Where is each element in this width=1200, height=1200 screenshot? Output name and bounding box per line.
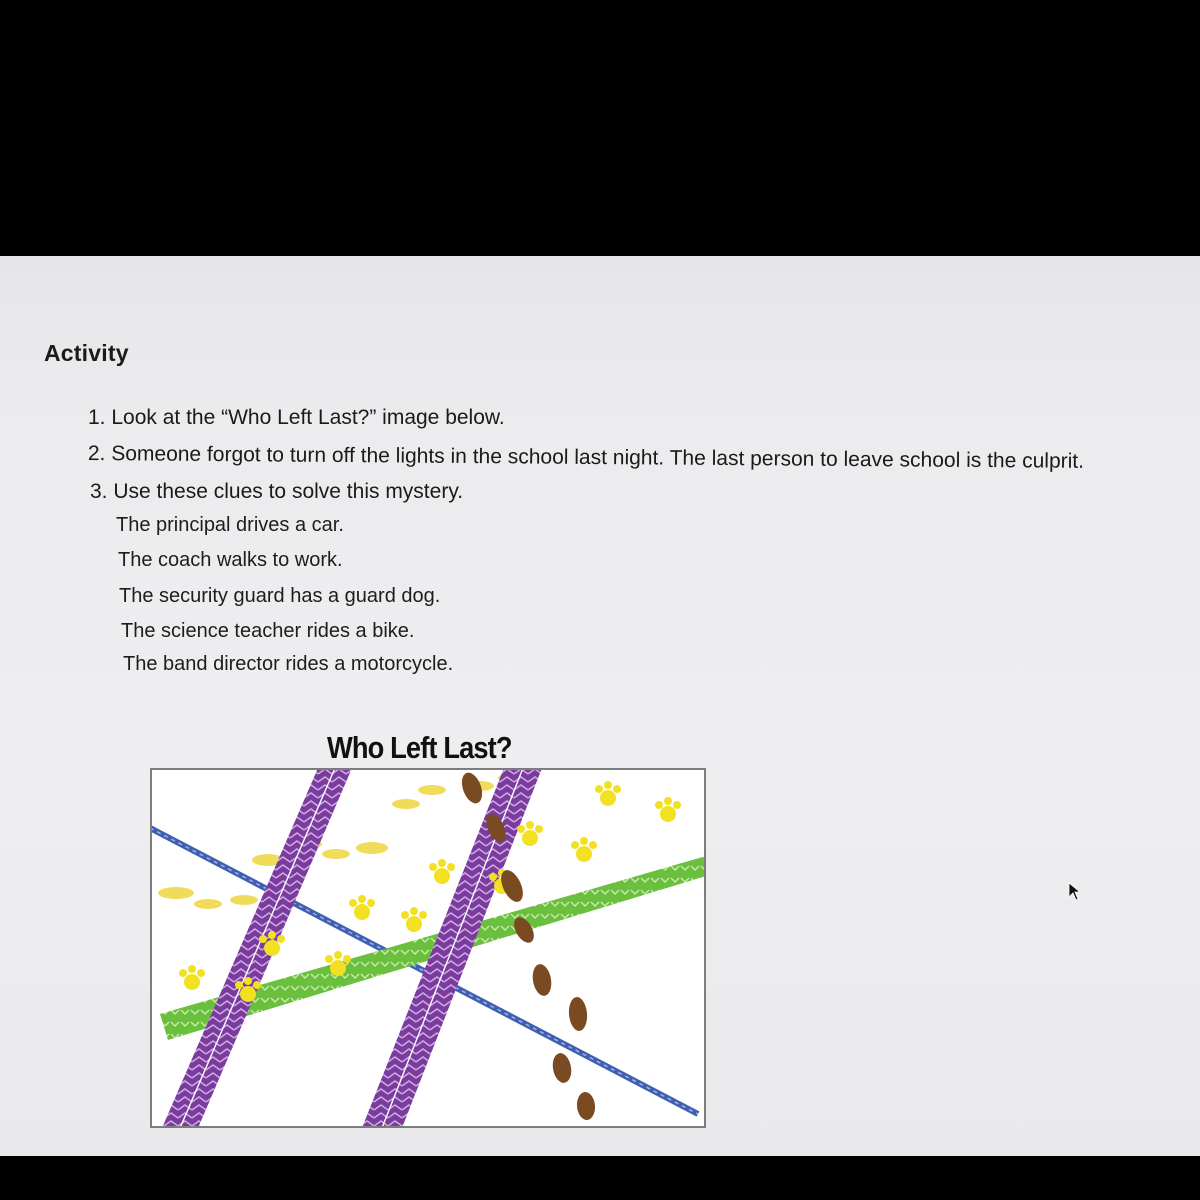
who-left-last-image	[150, 768, 706, 1128]
arrow-cursor-icon	[1068, 882, 1082, 902]
clue-coach: The coach walks to work.	[118, 549, 343, 571]
clue-band-director: The band director rides a motorcycle.	[123, 653, 454, 675]
clue-security-guard: The security guard has a guard dog.	[119, 585, 441, 607]
bottom-bezel	[0, 1156, 1200, 1200]
step-3: 3. Use these clues to solve this mystery.	[90, 480, 464, 503]
step-2: 2. Someone forgot to turn off the lights in the school last night. The last person to leave school is the culprit.	[87, 442, 1085, 473]
clue-science-teacher: The science teacher rides a bike.	[121, 620, 415, 642]
top-bezel	[0, 0, 1200, 256]
screen	[0, 256, 1200, 1156]
figure-title: Who Left Last?	[327, 730, 512, 765]
clue-principal: The principal drives a car.	[116, 514, 344, 536]
activity-heading: Activity	[44, 340, 129, 366]
step-1: 1. Look at the “Who Left Last?” image below.	[88, 406, 505, 429]
